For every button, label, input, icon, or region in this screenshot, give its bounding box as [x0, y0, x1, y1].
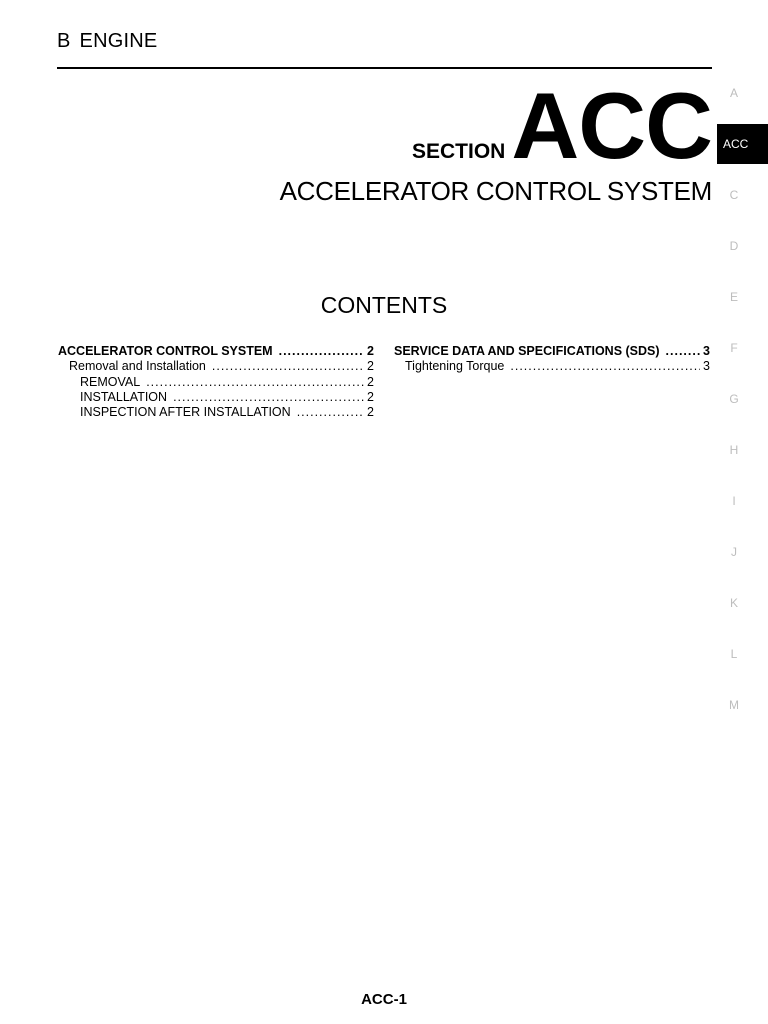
toc-leader [297, 405, 364, 420]
section-index-tabs [717, 68, 768, 731]
toc-entry-page: 2 [367, 344, 374, 358]
toc-entry-label: Removal and Installation [69, 359, 206, 374]
toc-entry-label: Tightening Torque [405, 359, 505, 374]
section-tab-acc[interactable]: ACC [717, 124, 768, 164]
toc-entry-page: 2 [367, 359, 374, 374]
section-tab-c[interactable]: C [729, 188, 739, 202]
toc-leader [212, 359, 364, 374]
contents-heading: CONTENTS [320, 292, 448, 318]
section-block [412, 73, 712, 178]
manual-group-header [57, 30, 157, 53]
toc-leader [173, 390, 364, 405]
section-code: ACC [511, 73, 712, 178]
toc-entry-page: 2 [367, 405, 374, 420]
group-name: ENGINE [79, 30, 158, 52]
toc-leader [666, 344, 701, 359]
section-tab-e[interactable]: E [729, 290, 738, 304]
section-tab-d[interactable]: D [729, 239, 739, 253]
toc-entry-label: ACCELERATOR CONTROL SYSTEM [58, 344, 273, 358]
toc-entry-label: SERVICE DATA AND SPECIFICATIONS (SDS) [394, 344, 660, 358]
toc-entry[interactable] [58, 344, 374, 359]
header-divider [57, 67, 712, 69]
group-letter: B [57, 30, 71, 52]
toc-entry-label: INSPECTION AFTER INSTALLATION [80, 405, 291, 420]
section-tab-a[interactable]: A [729, 86, 738, 100]
section-tab-h[interactable]: H [729, 443, 739, 457]
toc-entry-label: INSTALLATION [80, 389, 168, 404]
toc-entry[interactable] [58, 375, 374, 390]
toc-entry-page: 3 [703, 344, 710, 358]
section-tab-i[interactable]: I [732, 494, 736, 508]
section-tab-l[interactable]: L [730, 647, 738, 661]
toc-left-column [58, 344, 374, 420]
section-tab-j[interactable]: J [731, 545, 737, 559]
toc-entry-page: 2 [367, 389, 374, 404]
section-tab-k[interactable]: K [729, 596, 738, 610]
toc-leader [510, 359, 700, 374]
toc-entry-page: 3 [703, 359, 710, 374]
toc-entry[interactable] [58, 405, 374, 420]
toc-entry[interactable] [58, 390, 374, 405]
section-tab-m[interactable]: M [729, 698, 739, 712]
toc-leader [146, 375, 364, 390]
section-tab-f[interactable]: F [730, 341, 738, 355]
page-number: ACC-1 [361, 991, 407, 1008]
toc-entry[interactable] [394, 359, 710, 374]
toc-entry[interactable] [58, 359, 374, 374]
toc-entry[interactable] [394, 344, 710, 359]
section-word: SECTION [412, 140, 506, 163]
section-tab-g[interactable]: G [729, 392, 739, 406]
toc-leader [279, 344, 364, 359]
toc-entry-label: REMOVAL [80, 374, 141, 389]
toc-right-column [394, 344, 710, 375]
section-title: ACCELERATOR CONTROL SYSTEM [279, 176, 712, 206]
toc-entry-page: 2 [367, 374, 374, 389]
